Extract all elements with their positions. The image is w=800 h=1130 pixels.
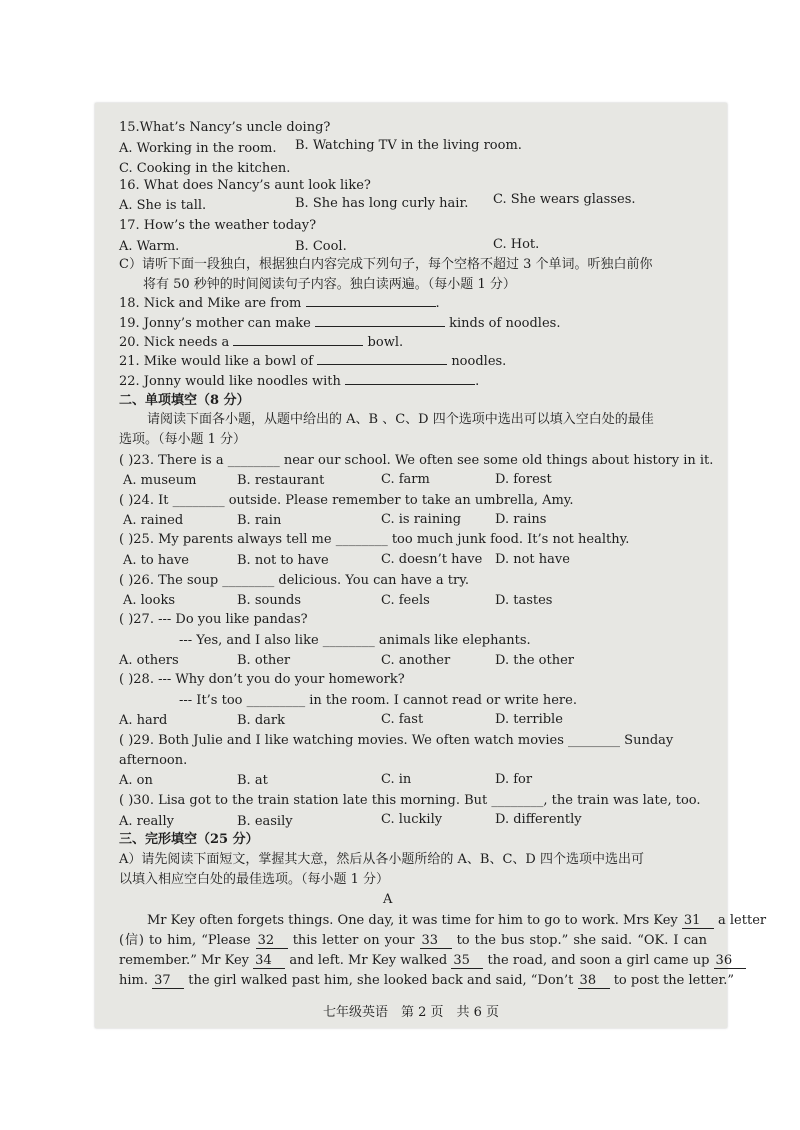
q22-blank[interactable] (345, 372, 475, 385)
q23-option-c: C. farm (381, 472, 430, 487)
q26-option-a: A. looks (123, 593, 176, 608)
passage-label: A (383, 892, 393, 907)
blank-38[interactable]: 38 (578, 973, 610, 989)
question-18 (119, 294, 440, 314)
passage-text: (信) to him, “Please (119, 933, 251, 948)
q19-end: kinds of noodles. (449, 316, 561, 331)
q29-option-d: D. for (495, 772, 533, 787)
q25-option-d: D. not have (495, 552, 570, 567)
q29-option-a: A. on (119, 773, 153, 788)
q20-blank[interactable] (233, 333, 363, 346)
q26-option-d: D. tastes (495, 593, 553, 608)
question-29-cont: afternoon. (119, 753, 188, 768)
q29-option-c: C. in (381, 772, 412, 787)
question-29: ( )29. Both Julie and I like watching movies. We often watch movies ________ Sunday (119, 733, 674, 748)
q28-option-c: C. fast (381, 712, 424, 727)
blank-34[interactable]: 34 (253, 953, 285, 969)
section-3-intro-1: A）请先阅读下面短文，掌握其大意，然后从各小题所给的 A、B、C、D 四个选项中选出可 (119, 852, 644, 867)
q18-end: . (435, 296, 440, 311)
question-23: ( )23. There is a ________ near our school. We often see some old things about history in it. (119, 453, 714, 468)
question-19 (119, 314, 560, 334)
q19-text: 19. Jonny’s mother can make (119, 316, 311, 331)
q15-option-a: A. Working in the room. (119, 141, 277, 156)
question-21 (119, 352, 506, 372)
q29-option-b: B. at (237, 773, 268, 788)
q26-option-b: B. sounds (237, 593, 302, 608)
blank-31[interactable]: 31 (682, 913, 714, 929)
question-25: ( )25. My parents always tell me ________ too much junk food. It’s not healthy. (119, 532, 630, 547)
q27-option-c: C. another (381, 653, 451, 668)
question-16: 16. What does Nancy’s aunt look like? (119, 178, 371, 193)
blank-36[interactable]: 36 (714, 953, 746, 969)
question-15: 15.What’s Nancy’s uncle doing? (119, 120, 331, 135)
q17-option-b: B. Cool. (295, 239, 347, 254)
q18-text: 18. Nick and Mike are from (119, 296, 302, 311)
q23-option-d: D. forest (495, 472, 552, 487)
q27-option-d: D. the other (495, 653, 574, 668)
question-24: ( )24. It ________ outside. Please remember to take an umbrella, Amy. (119, 493, 574, 508)
passage-text: a letter (718, 913, 767, 928)
q20-text: 20. Nick needs a (119, 335, 230, 350)
question-28: ( )28. --- Why don’t you do your homework? (119, 672, 405, 687)
q19-blank[interactable] (315, 314, 445, 327)
question-27-line-2: --- Yes, and I also like ________ animals like elephants. (179, 633, 531, 648)
q15-option-c: C. Cooking in the kitchen. (119, 161, 291, 176)
q22-text: 22. Jonny would like noodles with (119, 374, 341, 389)
section-2-intro-1: 请阅读下面各小题，从题中给出的 A、B 、C、D 四个选项中选出可以填入空白处的最佳 (147, 412, 654, 427)
question-20 (119, 333, 403, 353)
q27-option-a: A. others (119, 653, 179, 668)
q25-option-c: C. doesn’t have (381, 552, 483, 567)
passage-line-1 (147, 911, 767, 931)
passage-text: him. (119, 973, 148, 988)
q30-option-a: A. really (119, 814, 174, 829)
q28-option-d: D. terrible (495, 712, 563, 727)
q16-option-c: C. She wears glasses. (493, 192, 636, 207)
q16-option-b: B. She has long curly hair. (295, 196, 469, 211)
question-17: 17. How’s the weather today? (119, 218, 317, 233)
section-3-intro-2: 以填入相应空白处的最佳选项。（每小题 1 分） (119, 872, 390, 887)
q23-option-b: B. restaurant (237, 473, 325, 488)
q16-option-a: A. She is tall. (119, 198, 207, 213)
passage-text: the road, and soon a girl came up (487, 953, 710, 968)
page-footer: 七年级英语 第 2 页 共 6 页 (322, 1005, 500, 1020)
q18-blank[interactable] (306, 294, 436, 307)
q22-end: . (475, 374, 480, 389)
q27-option-b: B. other (237, 653, 291, 668)
question-26: ( )26. The soup ________ delicious. You can have a try. (119, 573, 469, 588)
q17-option-c: C. Hot. (493, 237, 540, 252)
passage-line-4 (119, 971, 735, 991)
q30-option-d: D. differently (495, 812, 582, 827)
q21-text: 21. Mike would like a bowl of (119, 354, 314, 369)
question-22 (119, 372, 479, 392)
question-28-line-2: --- It’s too _________ in the room. I cannot read or write here. (179, 693, 577, 708)
q21-end: noodles. (451, 354, 507, 369)
passage-text: to the bus stop.” she said. “OK. I can (456, 933, 707, 948)
q25-option-b: B. not to have (237, 553, 329, 568)
question-27: ( )27. --- Do you like pandas? (119, 612, 308, 627)
blank-33[interactable]: 33 (420, 933, 452, 949)
q30-option-c: C. luckily (381, 812, 443, 827)
q15-option-b: B. Watching TV in the living room. (295, 138, 522, 153)
q26-option-c: C. feels (381, 593, 430, 608)
passage-text: and left. Mr Key walked (289, 953, 448, 968)
q23-option-a: A. museum (123, 473, 197, 488)
blank-35[interactable]: 35 (451, 953, 483, 969)
q17-option-a: A. Warm. (119, 239, 180, 254)
passage-text: Mr Key often forgets things. One day, it was time for him to go to work. Mrs Key (147, 913, 678, 928)
q24-option-d: D. rains (495, 512, 547, 527)
q30-option-b: B. easily (237, 814, 293, 829)
q28-option-b: B. dark (237, 713, 285, 728)
part-c-instruction-2: 将有 50 秒钟的时间阅读句子内容。独白读两遍。（每小题 1 分） (143, 277, 516, 292)
q21-blank[interactable] (317, 352, 447, 365)
section-2-title: 二、单项填空（8 分） (119, 393, 250, 408)
q24-option-c: C. is raining (381, 512, 462, 527)
part-c-instruction-1: C）请听下面一段独白，根据独白内容完成下列句子，每个空格不超过 3 个单词。听独白前你 (119, 257, 653, 272)
passage-text: this letter on your (292, 933, 415, 948)
q24-option-b: B. rain (237, 513, 282, 528)
passage-line-3 (119, 951, 733, 971)
exam-page (95, 103, 767, 1028)
passage-text: the girl walked past him, she looked back and said, “Don’t (188, 973, 574, 988)
section-2-intro-2: 选项。（每小题 1 分） (119, 432, 247, 447)
passage-line-2 (119, 931, 707, 951)
blank-32[interactable]: 32 (256, 933, 288, 949)
question-30: ( )30. Lisa got to the train station late this morning. But ________, the train was late, too. (119, 793, 701, 808)
q28-option-a: A. hard (119, 713, 168, 728)
blank-37[interactable]: 37 (152, 973, 184, 989)
q20-end: bowl. (367, 335, 404, 350)
q25-option-a: A. to have (123, 553, 189, 568)
passage-text: remember.” Mr Key (119, 953, 250, 968)
q24-option-a: A. rained (123, 513, 184, 528)
passage-text: to post the letter.” (613, 973, 735, 988)
section-3-title: 三、完形填空（25 分） (119, 832, 259, 847)
